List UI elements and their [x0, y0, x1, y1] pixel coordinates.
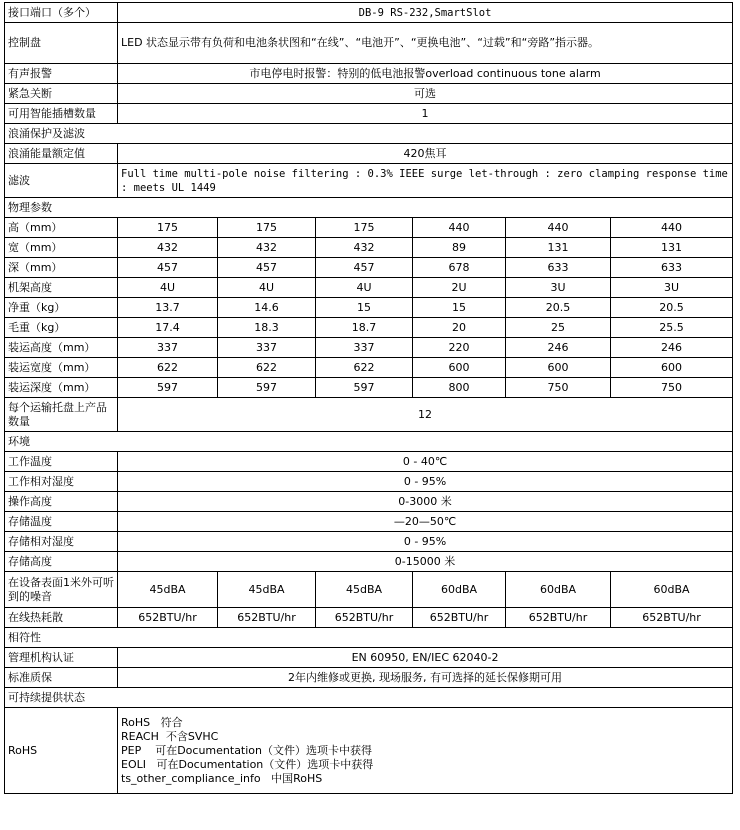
table-row — [5, 318, 733, 338]
row-label: 标准质保 — [5, 668, 118, 688]
row-value: 0 - 95% — [118, 532, 733, 552]
table-row — [5, 258, 733, 278]
value-cell: 13.7 — [118, 298, 218, 318]
value-cell: 457 — [218, 258, 316, 278]
value-cell: 622 — [316, 358, 413, 378]
value-cell: 60dBA — [413, 572, 506, 608]
value-cell: 432 — [218, 238, 316, 258]
value-cell: 337 — [316, 338, 413, 358]
section-sustainability — [5, 688, 733, 708]
table-row — [5, 452, 733, 472]
section-heading: 相符性 — [5, 628, 733, 648]
value-cell: 220 — [413, 338, 506, 358]
value-cell: 131 — [611, 238, 733, 258]
row-interface — [5, 3, 733, 23]
value-cell: 597 — [316, 378, 413, 398]
table-row — [5, 472, 733, 492]
value-cell: 440 — [611, 218, 733, 238]
value-cell: 45dBA — [218, 572, 316, 608]
value-cell: 60dBA — [611, 572, 733, 608]
value-cell: 622 — [118, 358, 218, 378]
row-value: DB-9 RS-232,SmartSlot — [118, 3, 733, 23]
row-label: 装运高度（mm） — [5, 338, 118, 358]
value-cell: 60dBA — [506, 572, 611, 608]
row-rohs — [5, 708, 733, 794]
table-row — [5, 238, 733, 258]
table-row — [5, 378, 733, 398]
row-control-panel — [5, 23, 733, 64]
value-cell: 600 — [506, 358, 611, 378]
section-heading: 浪涌保护及滤波 — [5, 124, 733, 144]
row-audible-alarm — [5, 64, 733, 84]
table-row — [5, 298, 733, 318]
value-cell: 15 — [413, 298, 506, 318]
value-cell: 14.6 — [218, 298, 316, 318]
value-cell: 633 — [506, 258, 611, 278]
row-value: 0-3000 米 — [118, 492, 733, 512]
value-cell: 175 — [218, 218, 316, 238]
value-cell: 600 — [413, 358, 506, 378]
row-label: 接口端口（多个） — [5, 3, 118, 23]
row-value: 2年内维修或更换, 现场服务, 有可选择的延长保修期可用 — [118, 668, 733, 688]
row-value: 0 - 95% — [118, 472, 733, 492]
row-label: 高（mm） — [5, 218, 118, 238]
value-cell: 622 — [218, 358, 316, 378]
value-cell: 175 — [316, 218, 413, 238]
row-filtering — [5, 164, 733, 198]
row-label: 装运宽度（mm） — [5, 358, 118, 378]
value-cell: 750 — [611, 378, 733, 398]
row-label: 毛重（kg） — [5, 318, 118, 338]
value-cell: 457 — [118, 258, 218, 278]
section-heading: 可持续提供状态 — [5, 688, 733, 708]
row-approvals — [5, 648, 733, 668]
table-row — [5, 358, 733, 378]
rohs-line: EOLI 可在Documentation（文件）选项卡中获得 — [121, 757, 374, 771]
table-row — [5, 338, 733, 358]
rohs-details — [118, 708, 733, 794]
row-value: 0 - 40℃ — [118, 452, 733, 472]
row-label: 有声报警 — [5, 64, 118, 84]
value-cell: 3U — [611, 278, 733, 298]
value-cell: 652BTU/hr — [611, 608, 733, 628]
row-label: 存储相对湿度 — [5, 532, 118, 552]
row-value: 420焦耳 — [118, 144, 733, 164]
row-label: 存储高度 — [5, 552, 118, 572]
row-value: —20—50℃ — [118, 512, 733, 532]
row-pallet-qty — [5, 398, 733, 432]
value-cell: 3U — [506, 278, 611, 298]
value-cell: 45dBA — [316, 572, 413, 608]
row-value: LED 状态显示带有负荷和电池条状图和“在线”、“电池开”、“更换电池”、“过载”和“旁路”指示器。 — [118, 23, 733, 64]
row-label: 控制盘 — [5, 23, 118, 64]
rohs-line: PEP 可在Documentation（文件）选项卡中获得 — [121, 743, 373, 757]
value-cell: 800 — [413, 378, 506, 398]
value-cell: 89 — [413, 238, 506, 258]
value-cell: 15 — [316, 298, 413, 318]
row-label: 工作温度 — [5, 452, 118, 472]
row-emergency-off — [5, 84, 733, 104]
value-cell: 432 — [118, 238, 218, 258]
value-cell: 652BTU/hr — [506, 608, 611, 628]
row-label: 浪涌能量额定值 — [5, 144, 118, 164]
row-value: 市电停电时报警：特别的低电池报警overload continuous tone alarm — [118, 64, 733, 84]
value-cell: 20.5 — [506, 298, 611, 318]
value-cell: 750 — [506, 378, 611, 398]
row-noise — [5, 572, 733, 608]
row-label: 滤波 — [5, 164, 118, 198]
row-label: 存储温度 — [5, 512, 118, 532]
section-physical — [5, 198, 733, 218]
value-cell: 652BTU/hr — [118, 608, 218, 628]
section-compliance — [5, 628, 733, 648]
table-row — [5, 218, 733, 238]
row-label: 工作相对湿度 — [5, 472, 118, 492]
value-cell: 18.7 — [316, 318, 413, 338]
section-heading: 物理参数 — [5, 198, 733, 218]
value-cell: 652BTU/hr — [218, 608, 316, 628]
section-heading: 环境 — [5, 432, 733, 452]
row-value: 可选 — [118, 84, 733, 104]
row-label: 机架高度 — [5, 278, 118, 298]
value-cell: 600 — [611, 358, 733, 378]
value-cell: 2U — [413, 278, 506, 298]
row-label: 在设备表面1米外可听到的噪音 — [5, 572, 118, 608]
row-smart-slots — [5, 104, 733, 124]
row-value: 12 — [118, 398, 733, 432]
value-cell: 246 — [611, 338, 733, 358]
value-cell: 4U — [218, 278, 316, 298]
value-cell: 18.3 — [218, 318, 316, 338]
value-cell: 246 — [506, 338, 611, 358]
value-cell: 131 — [506, 238, 611, 258]
value-cell: 633 — [611, 258, 733, 278]
row-value: EN 60950, EN/IEC 62040-2 — [118, 648, 733, 668]
row-label: 在线热耗散 — [5, 608, 118, 628]
row-label: 管理机构认证 — [5, 648, 118, 668]
value-cell: 45dBA — [118, 572, 218, 608]
value-cell: 337 — [118, 338, 218, 358]
value-cell: 4U — [316, 278, 413, 298]
spec-table — [4, 2, 733, 794]
row-label: 紧急关断 — [5, 84, 118, 104]
row-label: 净重（kg） — [5, 298, 118, 318]
rohs-line: RoHS 符合 — [121, 715, 183, 729]
row-label: 操作高度 — [5, 492, 118, 512]
row-value: Full time multi-pole noise filtering : 0.3% IEEE surge let-through : zero clamping response time : meets UL 1449 — [118, 164, 733, 198]
value-cell: 17.4 — [118, 318, 218, 338]
row-value: 0-15000 米 — [118, 552, 733, 572]
row-label: 装运深度（mm） — [5, 378, 118, 398]
section-surge — [5, 124, 733, 144]
value-cell: 597 — [118, 378, 218, 398]
value-cell: 432 — [316, 238, 413, 258]
row-warranty — [5, 668, 733, 688]
value-cell: 4U — [118, 278, 218, 298]
value-cell: 652BTU/hr — [413, 608, 506, 628]
section-environment — [5, 432, 733, 452]
row-label: 每个运输托盘上产品数量 — [5, 398, 118, 432]
value-cell: 337 — [218, 338, 316, 358]
row-surge-energy — [5, 144, 733, 164]
row-value: 1 — [118, 104, 733, 124]
value-cell: 25 — [506, 318, 611, 338]
rohs-line: REACH 不含SVHC — [121, 729, 219, 743]
value-cell: 20 — [413, 318, 506, 338]
value-cell: 597 — [218, 378, 316, 398]
value-cell: 440 — [413, 218, 506, 238]
rohs-line: ts_other_compliance_info 中国RoHS — [121, 771, 323, 785]
value-cell: 20.5 — [611, 298, 733, 318]
value-cell: 175 — [118, 218, 218, 238]
value-cell: 457 — [316, 258, 413, 278]
row-label: 深（mm） — [5, 258, 118, 278]
value-cell: 440 — [506, 218, 611, 238]
table-row — [5, 492, 733, 512]
row-heat — [5, 608, 733, 628]
row-label: 宽（mm） — [5, 238, 118, 258]
value-cell: 678 — [413, 258, 506, 278]
table-row — [5, 278, 733, 298]
row-label: 可用智能插槽数量 — [5, 104, 118, 124]
table-row — [5, 512, 733, 532]
value-cell: 652BTU/hr — [316, 608, 413, 628]
table-row — [5, 532, 733, 552]
row-label: RoHS — [5, 708, 118, 794]
value-cell: 25.5 — [611, 318, 733, 338]
table-row — [5, 552, 733, 572]
